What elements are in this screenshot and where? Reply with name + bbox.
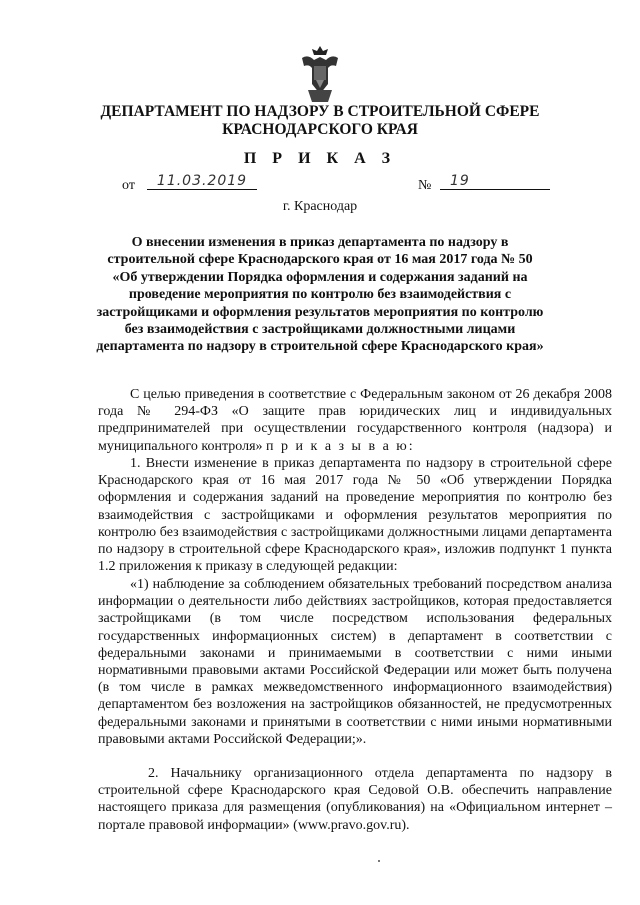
order-subject: О внесении изменения в приказ департамента по надзору в строительной сфере Краснодарского края от 16 мая 2017 года № 50 «Об утверждении Порядка оформления и содержания заданий на проведение мероприятия по контролю без взаимодействия с застройщиками и оформления результатов мероприятия по контролю без взаимодействия с застройщиками должностными лицами департамента по надзору в строительной сфере Краснодарского края» — [96, 235, 544, 355]
item-2-paragraph: 2. Начальнику организационного отдела департамента по надзору в строительной сфере Краснодарского края Седовой О.В. обеспечить направление настоящего приказа для размещения (опубликования) на «Официальном интернет – портале правовой информации» (www.pravo.gov.ru). — [98, 766, 612, 833]
preamble-text: С целью приведения в соответствие с Федеральным законом от 26 декабря 2008 года № 294-ФЗ «О защите прав юридических лиц и индивидуальных предпринимателей при осуществлении государственного контроля (надзора) и муниципального контроля» — [98, 387, 612, 454]
coat-of-arms-icon — [298, 44, 342, 104]
number-label: № — [418, 178, 432, 193]
department-line-2: КРАСНОДАРСКОГО КРАЯ — [222, 121, 418, 138]
department-line-1: ДЕПАРТАМЕНТ ПО НАДЗОРУ В СТРОИТЕЛЬНОЙ СФЕРЕ — [100, 103, 540, 120]
scan-speck — [378, 860, 380, 862]
quoted-amendment-paragraph: «1) наблюдение за соблюдением обязательных требований посредством анализа информации о деятельности либо действиях застройщиков, которая предоставляется застройщиками (в том числе посредством использования федеральных государственных информационных систем) в департамент в соответствии с федеральными законами и принимаемыми в соответствии с ними иными нормативными правовыми актами Российской Федерации или может быть получена (в том числе в рамках межведомственного информационного взаимодействия) департаментом без возложения на застройщиков обязанностей, не предусмотренных федеральными законами и принятыми в соответствии с ними иными нормативными правовыми актами Российской Федерации;». — [98, 577, 612, 747]
city: г. Краснодар — [282, 199, 358, 214]
preamble-paragraph — [98, 386, 612, 455]
department-name — [60, 103, 580, 139]
number-value: 19 — [440, 173, 550, 190]
prikazyvayu-text: п р и к а з ы в а ю: — [266, 438, 415, 454]
document-type: П Р И К А З — [243, 150, 397, 167]
date-value: 11.03.2019 — [147, 173, 257, 190]
date-label: от — [122, 178, 135, 193]
item-1-paragraph: 1. Внести изменение в приказ департамента по надзору в строительной сфере Краснодарского края от 16 мая 2017 года № 50 «Об утверждении Порядка оформления и содержания заданий на проведение мероприятия по контролю без взаимодействия с застройщиками и оформления результатов мероприятия по контролю без взаимодействия с застройщиками должностными лицами департамента по надзору в строительной сфере Краснодарского края», изложив подпункт 1 пункта 1.2 приложения к приказу в следующей редакции: — [98, 456, 612, 575]
